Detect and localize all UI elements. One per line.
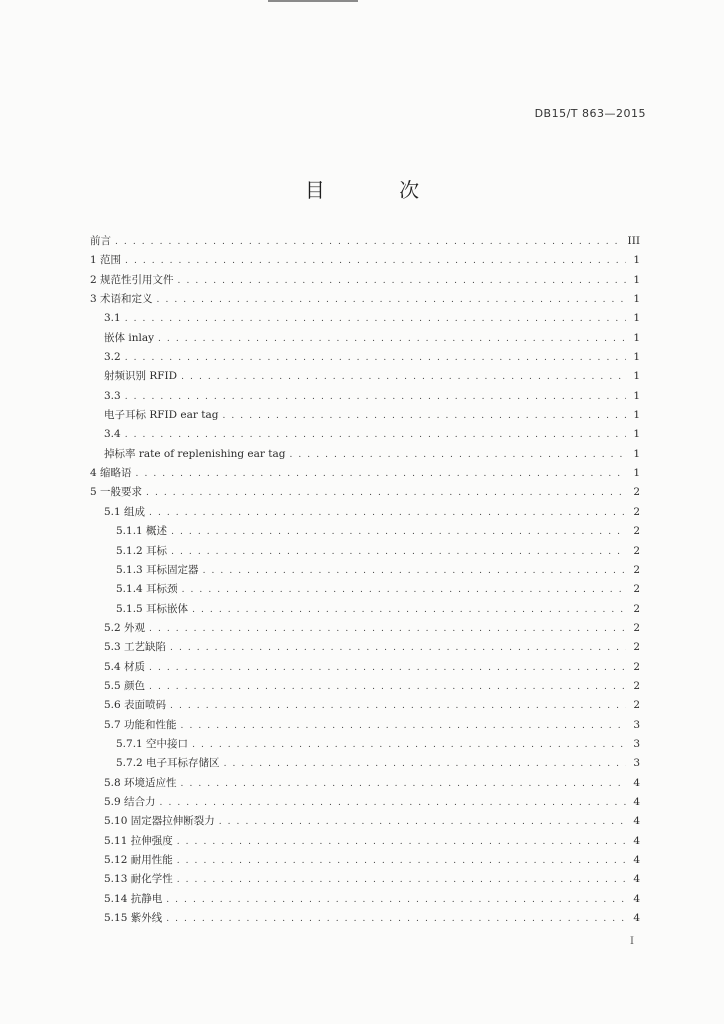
toc-entry-label: 5.6 表面喷码 xyxy=(104,699,167,712)
toc-entry-label: 5.5 颜色 xyxy=(104,679,146,692)
dot-leader xyxy=(125,252,626,270)
dot-leader xyxy=(125,388,626,406)
dot-leader xyxy=(125,426,626,444)
toc-entry-page: 4 xyxy=(633,776,640,789)
dot-leader xyxy=(166,910,626,928)
toc-entry-label: 前言 xyxy=(90,235,111,247)
toc-entry-page: 1 xyxy=(633,331,640,344)
dot-leader xyxy=(181,368,626,386)
toc-entry xyxy=(90,425,640,444)
toc-entry xyxy=(90,696,640,715)
toc-entry xyxy=(90,542,640,561)
dot-leader xyxy=(149,659,626,677)
toc-entry-page: 4 xyxy=(633,892,640,905)
toc-entry-page: 1 xyxy=(633,467,640,480)
dot-leader xyxy=(166,891,626,909)
toc-entry-page: 2 xyxy=(633,641,640,654)
toc-entry-page: 2 xyxy=(633,621,640,634)
toc-entry-label: 电子耳标 RFID ear tag xyxy=(104,409,219,422)
toc-entry xyxy=(90,793,640,812)
toc-entry xyxy=(90,503,640,522)
toc-entry xyxy=(90,290,640,309)
toc-entry-label: 4 缩略语 xyxy=(90,467,132,480)
toc-entry xyxy=(90,600,640,619)
toc-entry xyxy=(90,309,640,328)
toc-entry-page: 1 xyxy=(633,293,640,306)
dot-leader xyxy=(177,833,626,851)
dot-leader xyxy=(115,233,624,251)
toc-entry-label: 射频识别 RFID xyxy=(104,370,178,383)
toc-entry xyxy=(90,348,640,367)
toc-entry-label: 1 范围 xyxy=(90,254,122,267)
toc-entry-page: 1 xyxy=(633,254,640,267)
dot-leader xyxy=(177,871,626,889)
toc-entry-label: 5.7.2 电子耳标存储区 xyxy=(116,757,220,770)
toc-entry xyxy=(90,367,640,386)
toc-entry xyxy=(90,677,640,696)
toc-entry xyxy=(90,716,640,735)
toc-entry xyxy=(90,909,640,928)
dot-leader xyxy=(125,349,626,367)
table-of-contents xyxy=(90,232,640,928)
toc-entry xyxy=(90,735,640,754)
toc-entry-label: 5.9 结合力 xyxy=(104,795,156,808)
toc-entry xyxy=(90,464,640,483)
toc-entry-page: 2 xyxy=(633,660,640,673)
toc-entry xyxy=(90,251,640,270)
toc-entry-label: 5.1.4 耳标颈 xyxy=(116,583,178,596)
toc-entry xyxy=(90,774,640,793)
dot-leader xyxy=(203,562,626,580)
toc-entry xyxy=(90,522,640,541)
toc-entry-label: 5.2 外观 xyxy=(104,621,146,634)
dot-leader xyxy=(146,484,626,502)
dot-leader xyxy=(170,697,626,715)
toc-entry-label: 3.1 xyxy=(104,312,121,325)
toc-entry-label: 5.7 功能和性能 xyxy=(104,718,177,731)
toc-entry-page: 1 xyxy=(633,447,640,460)
toc-entry-label: 2 规范性引用文件 xyxy=(90,273,174,286)
toc-entry-page: 2 xyxy=(633,525,640,538)
toc-entry-label: 5.1.5 耳标嵌体 xyxy=(116,602,189,615)
dot-leader xyxy=(192,601,626,619)
toc-entry-label: 3.3 xyxy=(104,389,121,402)
toc-entry-page: 4 xyxy=(633,795,640,808)
dot-leader xyxy=(149,504,626,522)
toc-entry-label: 5.1.3 耳标固定器 xyxy=(116,563,199,576)
toc-entry xyxy=(90,658,640,677)
toc-entry-page: 3 xyxy=(633,757,640,770)
toc-entry xyxy=(90,638,640,657)
toc-entry xyxy=(90,271,640,290)
toc-entry-label: 5.8 环境适应性 xyxy=(104,776,177,789)
toc-entry-page: 4 xyxy=(633,834,640,847)
toc-entry-page: III xyxy=(627,235,640,247)
toc-entry-label: 3.2 xyxy=(104,351,121,364)
toc-entry-page: 2 xyxy=(633,699,640,712)
toc-entry-page: 3 xyxy=(633,737,640,750)
toc-entry-label: 5.7.1 空中接口 xyxy=(116,737,189,750)
dot-leader xyxy=(181,717,626,735)
toc-entry-label: 5.10 固定器拉伸断裂力 xyxy=(104,815,215,828)
toc-entry-page: 3 xyxy=(633,718,640,731)
toc-entry xyxy=(90,754,640,773)
dot-leader xyxy=(171,523,626,541)
toc-entry-page: 2 xyxy=(633,505,640,518)
toc-entry xyxy=(90,851,640,870)
dot-leader xyxy=(181,775,626,793)
page-number: I xyxy=(630,936,634,947)
toc-entry xyxy=(90,387,640,406)
page-title: 目 次 xyxy=(304,178,454,202)
toc-entry-label: 3.4 xyxy=(104,428,121,441)
toc-entry-label: 5.14 抗静电 xyxy=(104,892,163,905)
dot-leader xyxy=(136,465,626,483)
toc-entry xyxy=(90,232,640,251)
toc-entry-page: 2 xyxy=(633,544,640,557)
toc-entry-label: 5.12 耐用性能 xyxy=(104,854,173,866)
dot-leader xyxy=(171,543,626,561)
toc-entry-page: 4 xyxy=(633,815,640,828)
dot-leader xyxy=(222,407,626,425)
toc-entry xyxy=(90,619,640,638)
toc-entry xyxy=(90,832,640,851)
toc-entry-page: 1 xyxy=(633,273,640,286)
toc-entry-label: 5 一般要求 xyxy=(90,486,143,499)
toc-entry-page: 4 xyxy=(633,873,640,886)
toc-entry-label: 5.4 材质 xyxy=(104,660,146,673)
scan-edge-mark xyxy=(268,0,358,2)
toc-entry-label: 5.11 拉伸强度 xyxy=(104,834,173,847)
toc-entry-label: 5.1.1 概述 xyxy=(116,525,168,538)
dot-leader xyxy=(149,678,626,696)
toc-entry xyxy=(90,561,640,580)
toc-entry-label: 5.1.2 耳标 xyxy=(116,544,168,557)
toc-entry-page: 2 xyxy=(633,602,640,615)
toc-entry-page: 1 xyxy=(633,428,640,441)
toc-entry-label: 5.1 组成 xyxy=(104,505,146,518)
toc-entry-page: 4 xyxy=(633,912,640,925)
toc-entry xyxy=(90,812,640,831)
toc-entry-page: 1 xyxy=(633,409,640,422)
dot-leader xyxy=(192,736,626,754)
dot-leader xyxy=(170,639,626,657)
toc-entry-label: 3 术语和定义 xyxy=(90,293,153,306)
document-code: DB15/T 863—2015 xyxy=(534,107,646,120)
toc-entry-page: 2 xyxy=(633,486,640,499)
dot-leader xyxy=(160,794,626,812)
toc-entry-label: 5.13 耐化学性 xyxy=(104,873,173,886)
toc-entry-page: 1 xyxy=(633,312,640,325)
dot-leader xyxy=(157,291,626,309)
dot-leader xyxy=(182,581,626,599)
toc-entry-page: 2 xyxy=(633,679,640,692)
toc-entry xyxy=(90,890,640,909)
toc-entry xyxy=(90,406,640,425)
dot-leader xyxy=(149,620,626,638)
toc-entry xyxy=(90,483,640,502)
toc-entry-label: 5.15 紫外线 xyxy=(104,912,163,925)
toc-entry-label: 掉标率 rate of replenishing ear tag xyxy=(104,447,286,460)
toc-entry xyxy=(90,870,640,889)
toc-entry-page: 4 xyxy=(633,854,640,866)
toc-entry-page: 2 xyxy=(633,563,640,576)
dot-leader xyxy=(224,755,626,773)
dot-leader xyxy=(177,852,626,870)
toc-entry-page: 2 xyxy=(633,583,640,596)
dot-leader xyxy=(125,310,626,328)
toc-entry xyxy=(90,329,640,348)
toc-entry-page: 1 xyxy=(633,370,640,383)
toc-entry-page: 1 xyxy=(633,351,640,364)
dot-leader xyxy=(158,330,626,348)
toc-entry-label: 嵌体 inlay xyxy=(104,331,155,344)
dot-leader xyxy=(219,813,626,831)
dot-leader xyxy=(289,446,626,464)
dot-leader xyxy=(178,272,626,290)
toc-entry-label: 5.3 工艺缺陷 xyxy=(104,641,167,654)
toc-entry xyxy=(90,580,640,599)
toc-entry-page: 1 xyxy=(633,389,640,402)
toc-entry xyxy=(90,445,640,464)
